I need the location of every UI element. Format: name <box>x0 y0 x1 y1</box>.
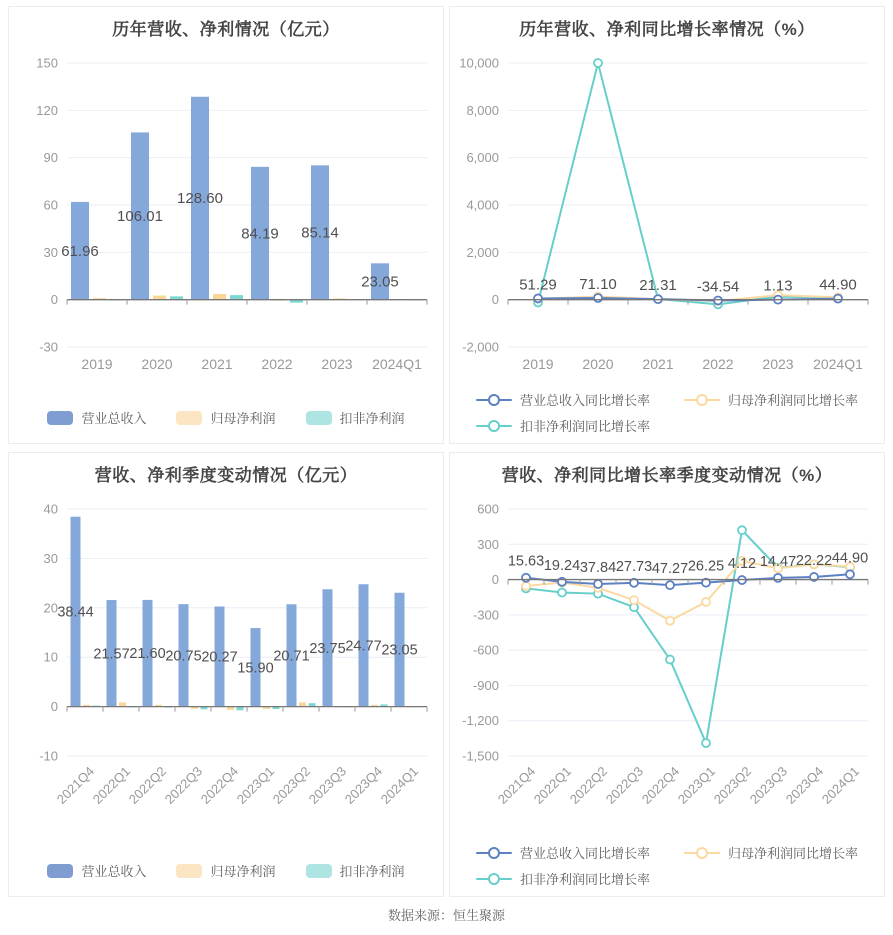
legend-swatch <box>47 411 73 425</box>
y-tick-label: 0 <box>50 292 58 308</box>
y-tick-label: 90 <box>43 150 58 166</box>
chart-title: 营收、净利季度变动情况（亿元） <box>94 466 358 485</box>
bar <box>213 294 226 300</box>
line-point <box>666 617 674 625</box>
legend-swatch <box>306 411 332 425</box>
x-tick-label: 2020 <box>582 356 614 372</box>
chart-legend <box>9 408 443 427</box>
bar <box>230 295 243 300</box>
y-tick-label: 60 <box>43 197 58 213</box>
chart-canvas <box>9 453 443 896</box>
x-tick-label: 2023Q2 <box>710 763 755 807</box>
data-label: 37.84 <box>579 560 617 577</box>
data-label: 20.71 <box>273 648 310 665</box>
x-tick-label: 2023Q1 <box>674 763 719 807</box>
line-point <box>774 574 782 582</box>
line-point <box>666 581 674 589</box>
line-point <box>594 59 602 67</box>
data-label: 21.31 <box>639 277 677 295</box>
x-tick-label: 2023Q3 <box>746 763 791 807</box>
chart-title: 历年营收、净利情况（亿元） <box>112 20 340 39</box>
legend-swatch <box>176 864 202 878</box>
data-label: 51.29 <box>519 276 557 294</box>
y-tick-label: 20 <box>43 600 58 616</box>
y-tick-label: -1,500 <box>462 748 499 764</box>
legend-swatch <box>47 864 73 878</box>
y-tick-label: 0 <box>491 292 499 308</box>
legend-row <box>476 869 650 888</box>
y-tick-label: 30 <box>43 244 58 260</box>
legend-row <box>476 843 858 862</box>
x-tick-label: 2023 <box>762 356 794 372</box>
data-label: 21.60 <box>129 646 166 663</box>
x-tick-label: 2019 <box>522 356 554 372</box>
data-label: 20.27 <box>201 649 238 666</box>
chart-panel-yearly-revenue <box>8 6 444 444</box>
x-tick-label: 2023Q4 <box>782 763 827 807</box>
line-point <box>558 589 566 597</box>
y-tick-label: -1,200 <box>462 713 499 729</box>
x-tick-label: 2022Q1 <box>89 763 134 807</box>
x-tick-label: 2021 <box>642 356 674 372</box>
x-tick-label: 2023 <box>321 356 353 372</box>
line-point <box>594 580 602 588</box>
y-tick-label: -900 <box>472 677 499 693</box>
y-tick-label: 0 <box>50 699 58 715</box>
data-label: 23.75 <box>309 640 346 657</box>
y-tick-label: 0 <box>491 572 499 588</box>
x-tick-label: 2023Q4 <box>341 763 386 807</box>
data-label: 23.05 <box>361 273 399 291</box>
line-point <box>534 294 542 302</box>
x-tick-label: 2022Q3 <box>602 763 647 807</box>
x-tick-label: 2022Q2 <box>125 763 170 807</box>
x-tick-label: 2022 <box>261 356 293 372</box>
x-tick-label: 2020 <box>141 356 173 372</box>
x-tick-label: 2023Q3 <box>305 763 350 807</box>
legend-label: 归母净利润同比增长率 <box>728 393 859 408</box>
legend-row <box>476 390 858 409</box>
chart-panel-quarterly-growth-rate <box>449 452 885 897</box>
y-tick-label: -2,000 <box>462 339 499 355</box>
chart-canvas <box>450 453 884 896</box>
data-label: 44.90 <box>819 276 857 294</box>
legend-item <box>476 390 650 409</box>
legend-item <box>476 416 650 435</box>
legend-label: 扣非净利润同比增长率 <box>519 419 650 434</box>
chart-panel-yearly-growth-rate <box>449 6 885 444</box>
line-point <box>630 596 638 604</box>
chart-title: 营收、净利同比增长率季度变动情况（%） <box>501 466 833 485</box>
y-tick-label: 10 <box>43 649 58 665</box>
y-tick-label: 10,000 <box>459 55 499 71</box>
data-label: 128.60 <box>177 190 223 208</box>
data-label: 24.77 <box>345 638 382 655</box>
chart-panel-quarterly-revenue <box>8 452 444 897</box>
chart-canvas <box>9 7 443 443</box>
chart-canvas <box>450 7 884 443</box>
chart-title: 历年营收、净利同比增长率情况（%） <box>519 20 815 39</box>
x-tick-label: 2021 <box>201 356 233 372</box>
x-tick-label: 2021Q4 <box>494 763 539 807</box>
legend-line-marker <box>684 394 720 406</box>
x-tick-label: 2024Q1 <box>377 763 422 807</box>
legend-item <box>47 408 146 427</box>
line-path <box>538 63 838 304</box>
data-label: 15.63 <box>507 553 545 570</box>
legend-line-marker <box>476 847 512 859</box>
legend-item <box>306 408 405 427</box>
legend-label: 归母净利润同比增长率 <box>728 846 859 861</box>
legend-item <box>684 390 858 409</box>
line-point <box>522 574 530 582</box>
y-tick-label: -30 <box>39 339 58 355</box>
data-label: 22.22 <box>795 552 833 569</box>
x-tick-label: 2022Q3 <box>161 763 206 807</box>
data-label: 4.12 <box>727 556 757 573</box>
y-tick-label: -600 <box>472 642 499 658</box>
data-label: 71.10 <box>579 275 617 293</box>
chart-legend <box>476 843 858 888</box>
data-label: 47.27 <box>651 561 689 578</box>
data-label: 84.19 <box>241 225 279 243</box>
legend-line-marker <box>684 847 720 859</box>
data-label: 19.24 <box>543 557 581 574</box>
legend-label: 归母净利润 <box>210 411 276 426</box>
x-tick-label: 2022Q4 <box>197 763 242 807</box>
line-point <box>666 656 674 664</box>
y-tick-label: 120 <box>36 102 58 118</box>
legend-label: 扣非净利润同比增长率 <box>519 872 650 887</box>
legend-label: 扣非净利润 <box>339 864 405 879</box>
legend-item <box>47 861 146 880</box>
data-label: 61.96 <box>61 242 99 260</box>
data-label: -34.54 <box>696 278 740 296</box>
y-tick-label: 40 <box>43 501 58 517</box>
legend-item <box>306 861 405 880</box>
data-label: 1.13 <box>763 277 793 295</box>
legend-label: 营业总收入 <box>81 411 147 426</box>
data-label: 38.44 <box>57 604 94 621</box>
data-label: 23.05 <box>381 642 418 659</box>
data-label: 44.90 <box>831 550 869 567</box>
legend-line-marker <box>476 873 512 885</box>
data-label: 27.73 <box>615 558 653 575</box>
y-tick-label: 30 <box>43 550 58 566</box>
legend-line-marker <box>476 420 512 432</box>
x-tick-label: 2021Q4 <box>53 763 98 807</box>
y-tick-label: 600 <box>477 501 499 517</box>
x-tick-label: 2023Q2 <box>269 763 314 807</box>
x-tick-label: 2024Q1 <box>372 356 422 372</box>
y-tick-label: 2,000 <box>466 244 499 260</box>
y-tick-label: 6,000 <box>466 150 499 166</box>
x-tick-label: 2022Q1 <box>530 763 575 807</box>
line-point <box>834 295 842 303</box>
line-point <box>714 296 722 304</box>
legend-item <box>684 843 858 862</box>
chart-legend <box>476 390 858 435</box>
legend-swatch <box>306 864 332 878</box>
data-label: 85.14 <box>301 224 339 242</box>
legend-label: 营业总收入同比增长率 <box>519 846 650 861</box>
line-point <box>522 582 530 590</box>
legend-item <box>176 408 275 427</box>
line-point <box>702 598 710 606</box>
y-tick-label: -10 <box>39 748 58 764</box>
y-tick-label: 8,000 <box>466 102 499 118</box>
legend-item <box>476 869 650 888</box>
data-label: 20.75 <box>165 648 202 665</box>
line-point <box>594 294 602 302</box>
legend-swatch <box>176 411 202 425</box>
x-tick-label: 2022Q4 <box>638 763 683 807</box>
legend-label: 扣非净利润 <box>339 411 405 426</box>
x-tick-label: 2023Q1 <box>233 763 278 807</box>
line-point <box>702 739 710 747</box>
legend-label: 营业总收入 <box>81 864 147 879</box>
x-tick-label: 2024Q1 <box>813 356 863 372</box>
y-tick-label: 150 <box>36 55 58 71</box>
data-label: 26.25 <box>687 558 725 575</box>
data-label: 21.57 <box>93 646 130 663</box>
data-source-note: 数据来源：恒生聚源 <box>387 908 505 923</box>
legend-item <box>476 843 650 862</box>
line-point <box>846 570 854 578</box>
legend-label: 归母净利润 <box>210 864 276 879</box>
legend-item <box>176 861 275 880</box>
data-label: 106.01 <box>117 208 163 226</box>
x-tick-label: 2022 <box>702 356 734 372</box>
y-tick-label: 4,000 <box>466 197 499 213</box>
data-label: 15.90 <box>237 660 274 677</box>
legend-label: 营业总收入同比增长率 <box>519 393 650 408</box>
legend-row <box>476 416 650 435</box>
x-tick-label: 2024Q1 <box>818 763 863 807</box>
chart-legend <box>9 861 443 880</box>
x-tick-label: 2019 <box>81 356 113 372</box>
legend-line-marker <box>476 394 512 406</box>
data-label: 14.47 <box>759 553 797 570</box>
y-tick-label: 300 <box>477 536 499 552</box>
line-point <box>738 526 746 534</box>
x-tick-label: 2022Q2 <box>566 763 611 807</box>
y-tick-label: -300 <box>472 607 499 623</box>
